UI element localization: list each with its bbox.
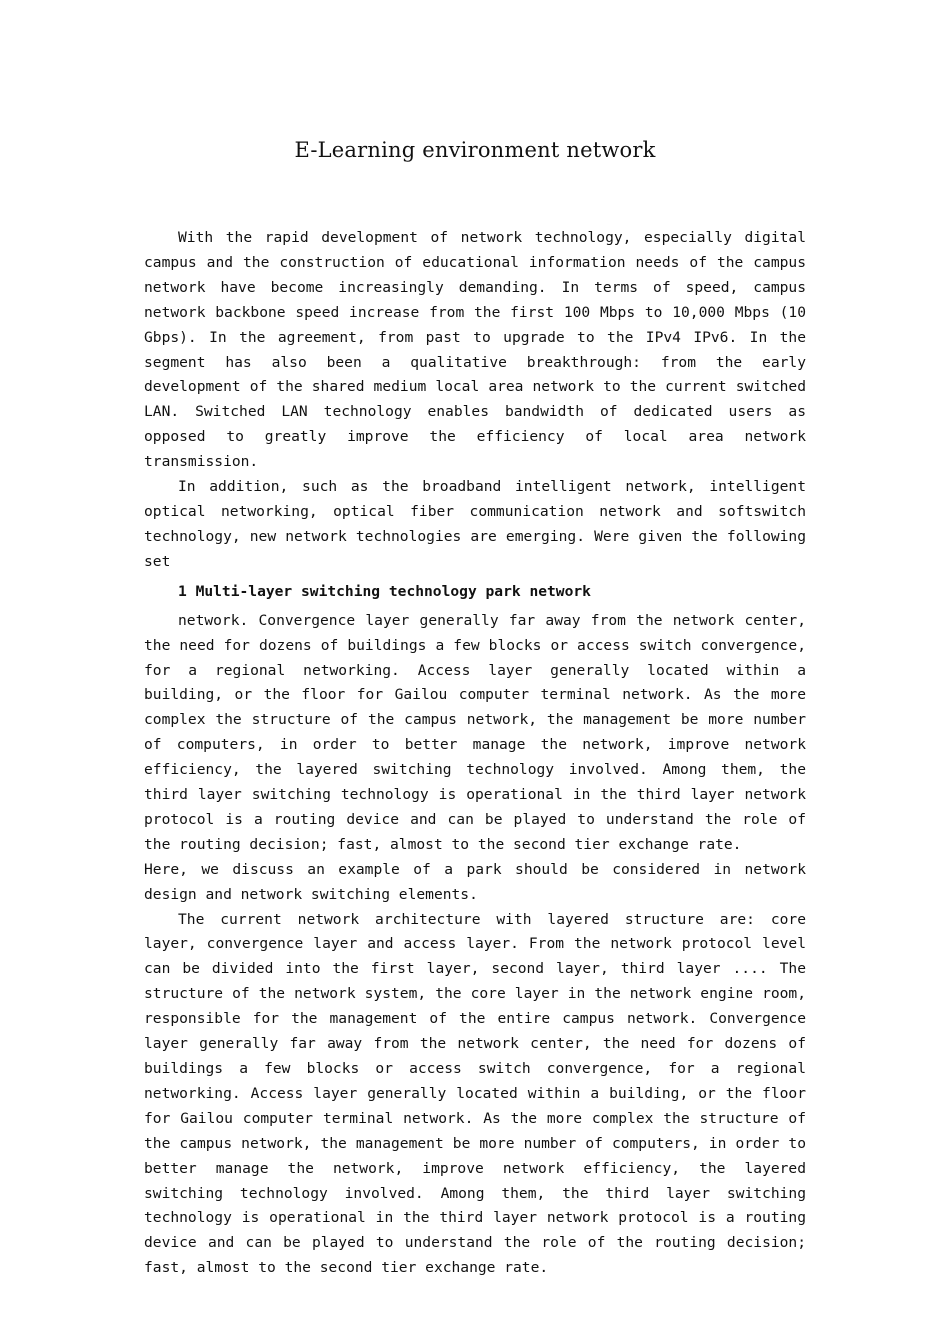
section-heading: 1 Multi-layer switching technology park network: [178, 582, 591, 600]
paragraph-architecture: The current network architecture with layered structure are: core layer, convergence layer and access layer. From the network protocol level can be divided into the first layer, second layer, third layer .... The structure of the network system, the core layer in the network engine room, responsible for the management of the entire campus network. Convergence layer generally far away from the network center, the need for dozens of buildings a few blocks or access switch convergence, for a regional networking. Access layer generally located within a building, or the floor for Gailou computer terminal network. As the more complex the structure of the campus network, the management be more number of computers, in order to better manage the network, improve network efficiency, the layered switching technology involved. Among them, the third layer switching technology is operational in the third layer network protocol is a routing device and can be played to understand the role of the routing decision; fast, almost to the second tier exchange rate.: [144, 910, 806, 1277]
paragraph-convergence: network. Convergence layer generally far away from the network center, the need for dozens of buildings a few blocks or access switch convergence, for a regional networking. Access layer generally located within a building, or the floor for Gailou computer terminal network. As the more complex the structure of the campus network, the management be more number of computers, in order to better manage the network, improve network efficiency, the layered switching technology involved. Among them, the third layer switching technology is operational in the third layer network protocol is a routing device and can be played to understand the role of the routing decision; fast, almost to the second tier exchange rate.: [144, 611, 806, 853]
paragraph-intro: With the rapid development of network technology, especially digital campus and the construction of educational information needs of the campus network have become increasingly demanding. In terms of speed, campus network backbone speed increase from the first 100 Mbps to 10,000 Mbps (10 Gbps). In the agreement, from past to upgrade to the IPv4 IPv6. In the segment has also been a qualitative breakthrough: from the early development of the shared medium local area network to the current switched LAN. Switched LAN technology enables bandwidth of dedicated users as opposed to greatly improve the efficiency of local area network transmission.: [144, 229, 806, 471]
paragraph-new-technologies: In addition, such as the broadband intelligent network, intelligent optical networking, optical fiber communication network and softswitch technology, new network technologies are emerging. Were given the following set: [144, 478, 806, 570]
document-title: E-Learning environment network: [294, 138, 656, 162]
document-body: [144, 226, 806, 1281]
paragraph-example: Here, we discuss an example of a park should be considered in network design and network switching elements.: [144, 860, 806, 903]
